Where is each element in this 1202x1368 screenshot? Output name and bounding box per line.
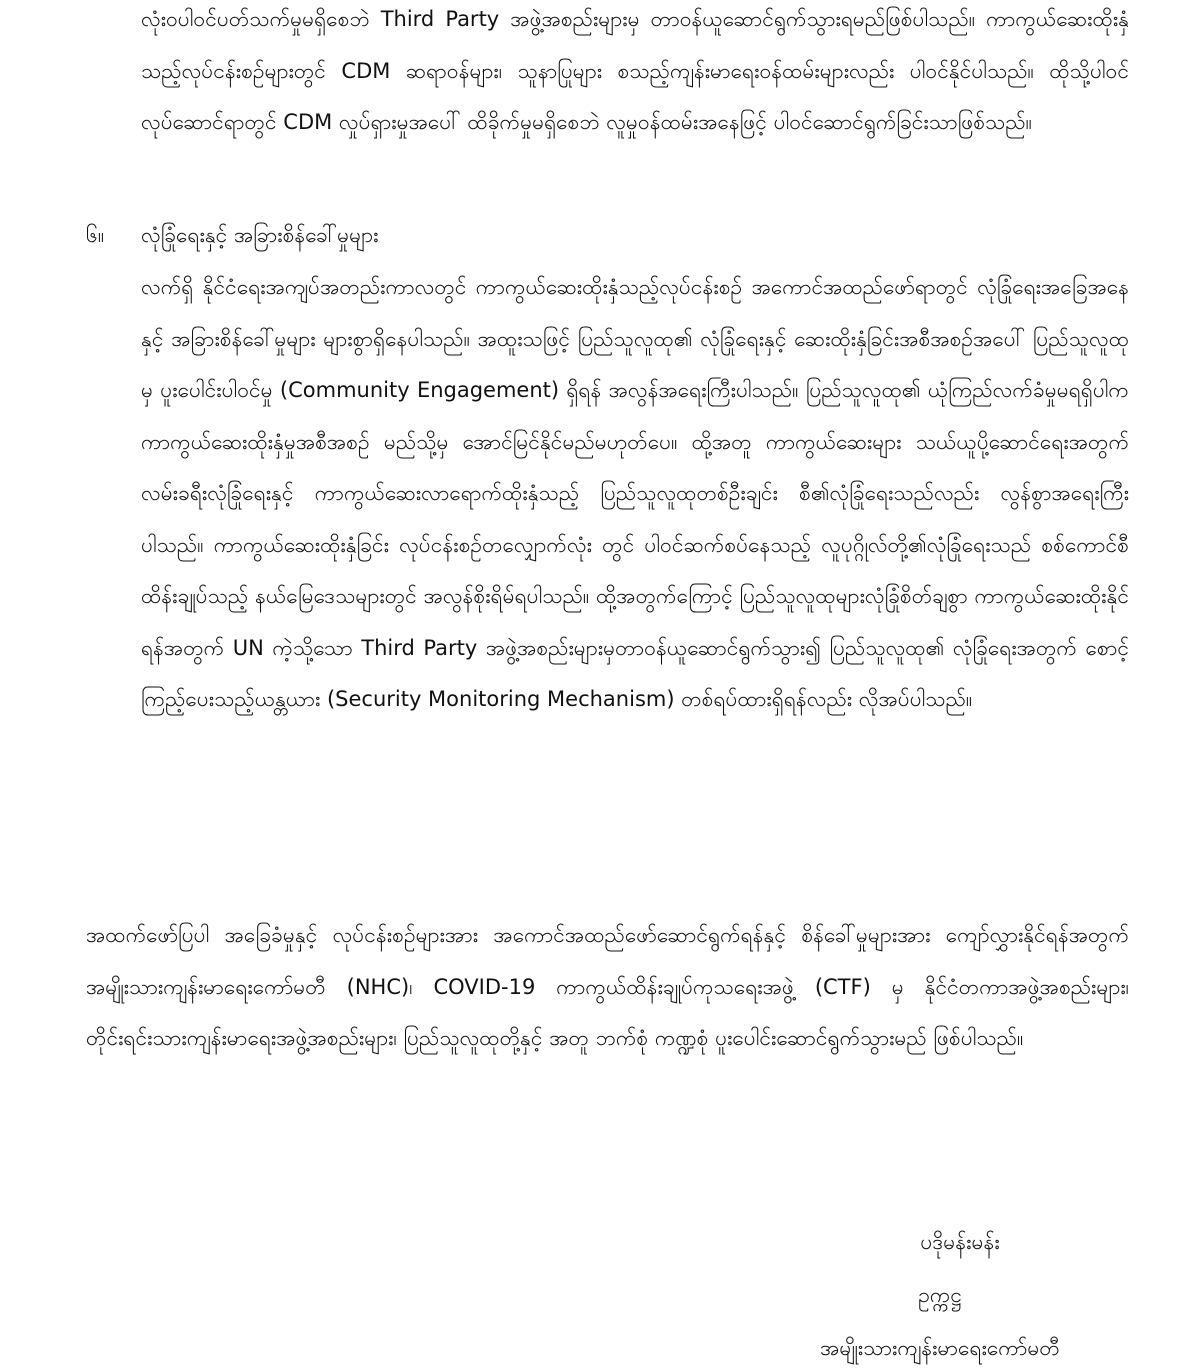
signature-organization: အမျိုးသားကျန်းမာရေးကော်မတီ xyxy=(820,1336,1060,1360)
section-title: လုံခြုံရေးနှင့် အခြားစိန်ခေါ်မှုများ xyxy=(141,223,379,247)
continued-paragraph: လုံးဝပါဝင်ပတ်သက်မှုမရှိစေဘဲ Third Party အဖွဲ့အစည်းများမှ တာဝန်ယူဆောင်ရွက်သွားရမည်ဖြစ်ပါသည်။ ကာကွယ်ဆေးထိုးနှံသည့်လုပ်ငန်းစဉ်များတွင် CDM ဆရာဝန်များ၊ သူနာပြုများ စသည့်ကျန်းမာရေးဝန်ထမ်းများလည်း ပါဝင်နိုင်ပါသည်။ ထိုသို့ပါဝင်လုပ်ဆောင်ရာတွင် CDM လှုပ်ရှားမှုအပေါ် ထိခိုက်မှုမရှိစေဘဲ လူမှုဝန်ထမ်းအနေဖြင့် ပါဝင်ဆောင်ရွက်ခြင်းသာဖြစ်သည်။ xyxy=(141,7,1129,134)
signature-name: ပဒိုမန်းမန်း xyxy=(920,1230,1000,1254)
section-heading xyxy=(86,210,1126,262)
closing-paragraph: အထက်ဖော်ပြပါ အခြေခံမှုနှင့် လုပ်ငန်းစဉ်များအား အကောင်အထည်ဖော်ဆောင်ရွက်ရန်နှင့် စိန်ခေါ်မှုများအား ကျော်လွှားနိုင်ရန်အတွက် အမျိုးသားကျန်းမာရေးကော်မတီ (NHC)၊ COVID-19 ကာကွယ်ထိန်းချုပ်ကုသရေးအဖွဲ့ (CTF) မှ နိုင်ငံတကာအဖွဲ့အစည်းများ၊ တိုင်းရင်းသားကျန်းမာရေးအဖွဲ့အစည်းများ၊ ပြည်သူလူထုတို့နှင့် အတူ ဘက်စုံ ကဏ္ဍစုံ ပူးပေါင်းဆောင်ရွက်သွားမည် ဖြစ်ပါသည်။ xyxy=(86,923,1129,1050)
section-number: ၆။ xyxy=(86,223,105,247)
section-body-paragraph: လက်ရှိ နိုင်ငံရေးအကျပ်အတည်းကာလတွင် ကာကွယ်ဆေးထိုးနှံသည့်လုပ်ငန်းစဉ် အကောင်အထည်ဖော်ရာတွင် လုံခြုံရေးအခြေအနေနှင့် အခြားစိန်ခေါ်မှုများ များစွာရှိနေပါသည်။ အထူးသဖြင့် ပြည်သူလူထု၏ လုံခြုံရေးနှင့် ဆေးထိုးနှံခြင်းအစီအစဉ်အပေါ် ပြည်သူလူထုမှ ပူးပေါင်းပါဝင်မှု (Community Engagement) ရှိရန် အလွန်အရေးကြီးပါသည်။ ပြည်သူလူထု၏ ယုံကြည်လက်ခံမှုမရရှိပါက ကာကွယ်ဆေးထိုးနှံမှုအစီအစဉ် မည်သို့မှ အောင်မြင်နိုင်မည်မဟုတ်ပေ။ ထို့အတူ ကာကွယ်ဆေးများ သယ်ယူပို့ဆောင်ရေးအတွက် လမ်းခရီးလုံခြုံရေးနှင့် ကာကွယ်ဆေးလာရောက်ထိုးနှံသည့် ပြည်သူလူထုတစ်ဦးချင်း စီ၏လုံခြုံရေးသည်လည်း လွန်စွာအရေးကြီးပါသည်။ ကာကွယ်ဆေးထိုးနှံခြင်း လုပ်ငန်းစဉ်တလျှောက်လုံး တွင် ပါဝင်ဆက်စပ်နေသည့် လူပုဂ္ဂိုလ်တို့၏လုံခြုံရေးသည် စစ်ကောင်စီထိန်းချုပ်သည့် နယ်မြေဒေသများတွင် အလွန်စိုးရိမ်ရပါသည်။ ထို့အတွက်ကြောင့် ပြည်သူလူထုများလုံခြုံစိတ်ချစွာ ကာကွယ်ဆေးထိုးနိုင်ရန်အတွက် UN ကဲ့သို့သော Third Party အဖွဲ့အစည်းများမှတာဝန်ယူဆောင်ရွက်သွား၍ ပြည်သူလူထု၏ လုံခြုံရေးအတွက် စောင့်ကြည့်ပေးသည့်ယန္တယား (Security Monitoring Mechanism) တစ်ရပ်ထားရှိရန်လည်း လိုအပ်ပါသည်။ xyxy=(141,275,1129,711)
signature-title: ဥက္ကဋ္ဌ xyxy=(918,1283,962,1307)
